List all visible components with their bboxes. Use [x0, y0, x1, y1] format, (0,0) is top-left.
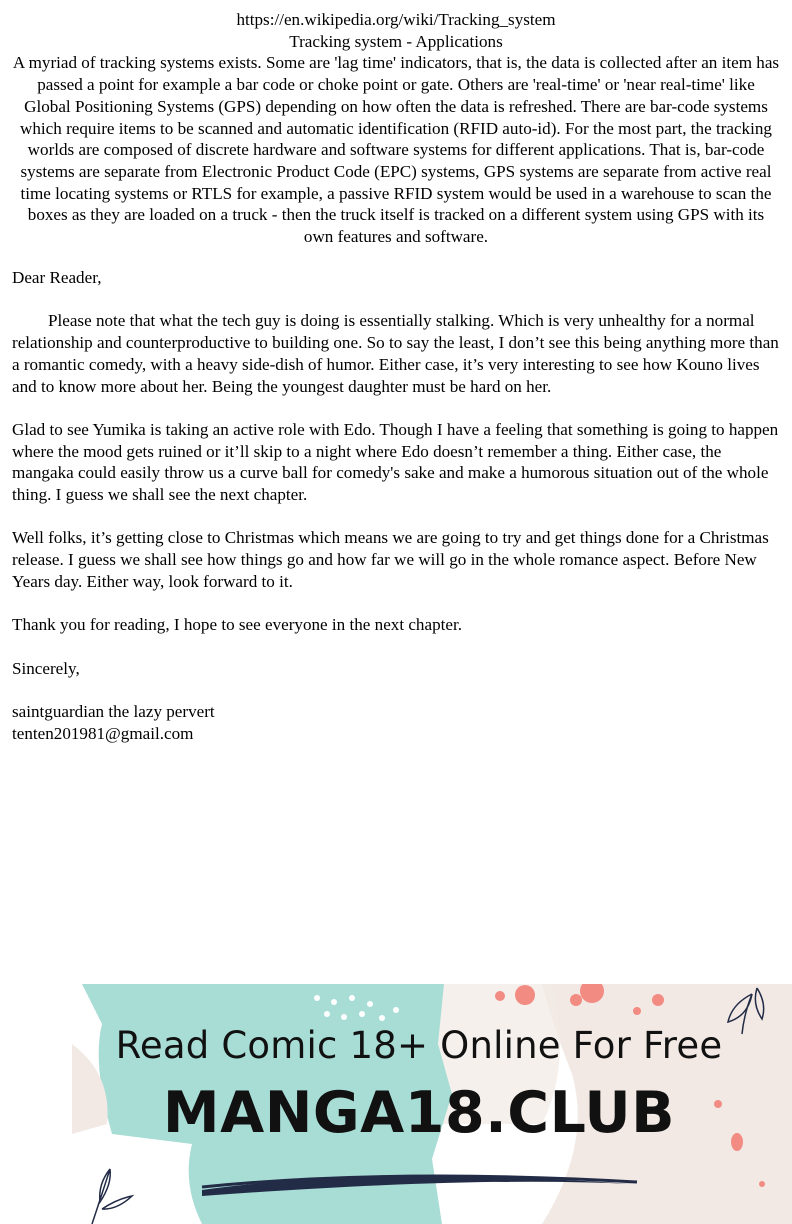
letter-closing: Sincerely, — [12, 658, 80, 678]
article-title: Tracking system - Applications — [289, 31, 503, 51]
article-paragraph: A myriad of tracking systems exists. Some are 'lag time' indicators, that is, the data is collected after an item has passed a point for example a bar code or choke point or gate. Others are 'real-time' or 'near real-time' like Global Positioning Systems (GPS) depending on how often the data is refreshed. There are bar-code systems which require items to be scanned and automatic identification (RFID auto-id). For the most part, the tracking worlds are composed of discrete hardware and software systems for different applications. That is, bar-code systems are separate from Electronic Product Code (EPC) systems, GPS systems are separate from active real time locating systems or RTLS for example, a passive RFID system would be used in a warehouse to scan the boxes as they are loaded on a truck - then the truck itself is tracked on a different system using GPS with its own features and software. — [12, 53, 780, 247]
signature-email[interactable]: tenten201981@gmail.com — [12, 723, 194, 743]
letter-greeting: Dear Reader, — [12, 268, 102, 287]
letter-paragraph: Well folks, it’s getting close to Christmas which means we are going to try and get things done for a Christmas release. I guess we shall see how things go and how far we will go in the whole romance aspect. Before New Years day. Either way, look forward to it. — [12, 528, 769, 591]
promo-banner[interactable] — [72, 984, 792, 1224]
signature-name: saintguardian the lazy pervert — [12, 701, 215, 721]
letter-paragraph: Please note that what the tech guy is doing is essentially stalking. Which is very unhealthy for a normal relationship and counterproductive to building one. So to say the least, I don’t see this being anything more than a romantic comedy, with a heavy side-dish of humor. Either case, it’s very interesting to see how Kouno lives and to know more about her. Being the youngest daughter must be hard on her. — [12, 311, 779, 396]
translator-letter — [12, 267, 780, 744]
article-excerpt — [12, 9, 780, 248]
banner-tagline: Read Comic 18+ Online For Free — [115, 1024, 723, 1067]
letter-paragraph: Glad to see Yumika is taking an active role with Edo. Though I have a feeling that something is going to happen where the mood gets ruined or it’ll skip to a night where Edo doesn’t remember a thing. Either case, the mangaka could easily throw us a curve ball for comedy's sake and make a humorous situation out of the whole thing. I guess we shall see the next chapter. — [12, 419, 779, 504]
source-url[interactable]: https://en.wikipedia.org/wiki/Tracking_system — [236, 10, 556, 29]
letter-paragraph: Thank you for reading, I hope to see everyone in the next chapter. — [12, 615, 462, 635]
banner-site-name[interactable]: MANGA18.CLUB — [162, 1080, 676, 1146]
